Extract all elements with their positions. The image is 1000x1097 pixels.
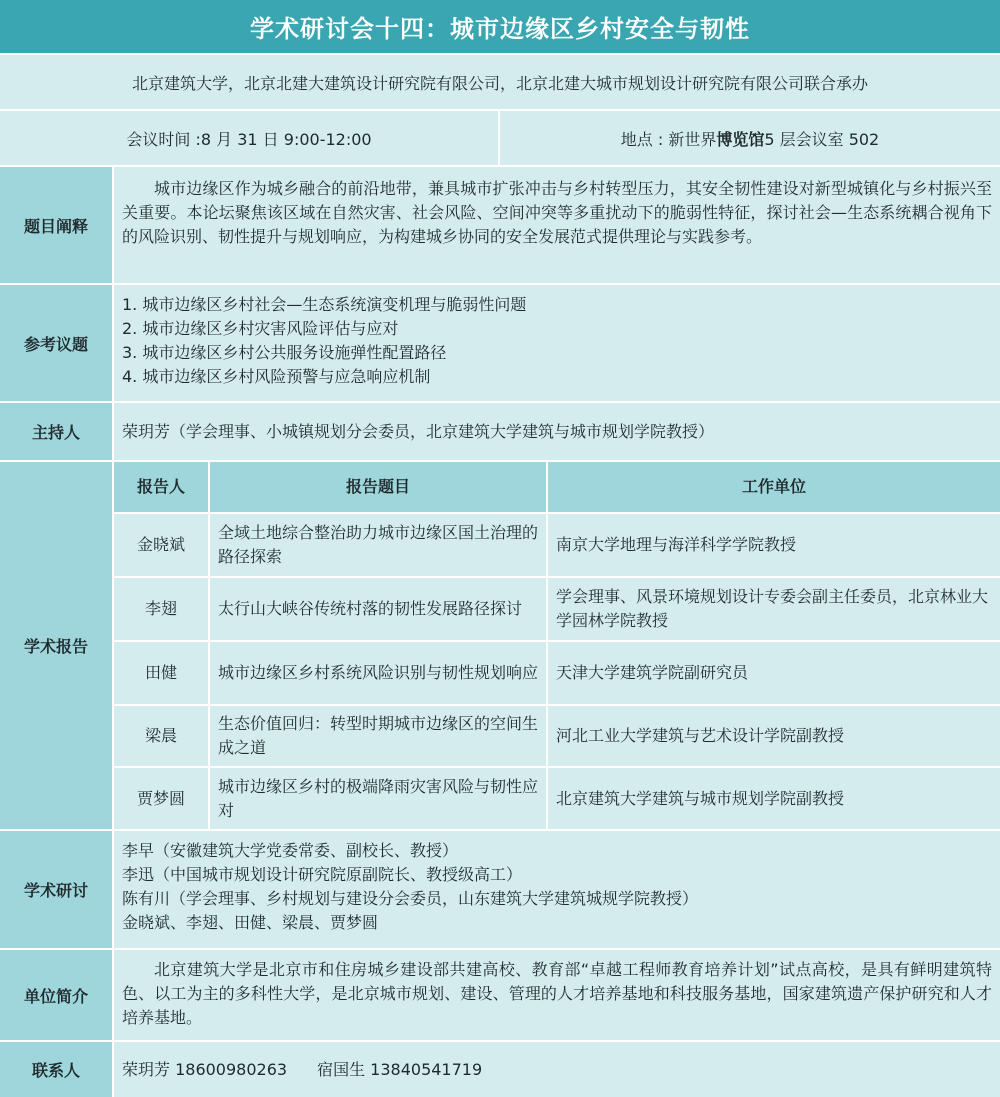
header-topic: 报告题目 (210, 462, 546, 512)
intro-text: 北京建筑大学是北京市和住房城乡建设部共建高校、教育部“卓越工程师教育培养计划”试点高校，是具有鲜明建筑特色、以工为主的多科性大学，是北京城市规划、建设、管理的人才培养基地和科技服务基地，国家建筑遗产保护研究和人才培养基地。 (122, 960, 992, 1027)
section-label-reports: 学术报告 (0, 462, 112, 829)
location-venue: 博览馆 (716, 129, 765, 149)
header-speaker: 报告人 (114, 462, 208, 512)
topic-item: 1. 城市边缘区乡村社会—生态系统演变机理与脆弱性问题 (122, 295, 527, 314)
section-label-host: 主持人 (0, 403, 112, 460)
report-speaker: 金晓斌 (114, 514, 208, 576)
contact-person-2: 宿国生 13840541719 (317, 1059, 483, 1079)
section-topics (114, 285, 1000, 401)
meeting-info-row (0, 111, 1000, 165)
report-topic: 生态价值回归：转型时期城市边缘区的空间生成之道 (210, 706, 546, 766)
host-text: 荣玥芳（学会理事、小城镇规划分会委员，北京建筑大学建筑与城市规划学院教授） (122, 421, 715, 441)
report-unit: 河北工业大学建筑与艺术设计学院副教授 (548, 706, 1000, 766)
section-label-contact: 联系人 (0, 1042, 112, 1097)
section-label-intro: 单位简介 (0, 950, 112, 1040)
report-topic: 城市边缘区乡村的极端降雨灾害风险与韧性应对 (210, 768, 546, 829)
report-topic: 城市边缘区乡村系统风险识别与韧性规划响应 (210, 642, 546, 704)
discussion-line: 李早（安徽建筑大学党委常委、副校长、教授） (122, 841, 459, 860)
organizer-line: 北京建筑大学，北京北建大建筑设计研究院有限公司，北京北建大城市规划设计研究院有限公司联合承办 (0, 55, 1000, 109)
topic-item: 3. 城市边缘区乡村公共服务设施弹性配置路径 (122, 343, 447, 362)
report-speaker: 李翅 (114, 578, 208, 640)
discussion-line: 李迅（中国城市规划设计研究院原副院长、教授级高工） (122, 865, 523, 884)
report-unit: 南京大学地理与海洋科学学院教授 (548, 514, 1000, 576)
section-label-topics: 参考议题 (0, 285, 112, 401)
location-room: 5 层会议室 502 (764, 129, 880, 149)
report-speaker: 梁晨 (114, 706, 208, 766)
section-label-interpretation: 题目阐释 (0, 167, 112, 283)
report-speaker: 田健 (114, 642, 208, 704)
interpretation-text: 城市边缘区作为城乡融合的前沿地带，兼具城市扩张冲击与乡村转型压力，其安全韧性建设对新型城镇化与乡村振兴至关重要。本论坛聚焦该区域在自然灾害、社会风险、空间冲突等多重扰动下的脆弱性特征，探讨社会—生态系统耦合视角下的风险识别、韧性提升与规划响应，为构建城乡协同的安全发展范式提供理论与实践参考。 (122, 179, 992, 246)
discussion-line: 陈有川（学会理事、乡村规划与建设分会委员，山东建筑大学建筑城规学院教授） (122, 889, 699, 908)
report-unit: 学会理事、风景环境规划设计专委会副主任委员，北京林业大学园林学院教授 (548, 578, 1000, 640)
topic-item: 2. 城市边缘区乡村灾害风险评估与应对 (122, 319, 399, 338)
section-contact (114, 1042, 1000, 1097)
section-host (114, 403, 1000, 460)
reports-table (114, 462, 1000, 829)
header-unit: 工作单位 (548, 462, 1000, 512)
contact-person-1: 荣玥芳 18600980263 (122, 1059, 288, 1079)
section-label-discussion: 学术研讨 (0, 831, 112, 948)
location-prefix: 地点 : 新世界 (620, 129, 717, 149)
report-unit: 北京建筑大学建筑与城市规划学院副教授 (548, 768, 1000, 829)
report-unit: 天津大学建筑学院副研究员 (548, 642, 1000, 704)
section-discussion (114, 831, 1000, 948)
report-topic: 太行山大峡谷传统村落的韧性发展路径探讨 (210, 578, 546, 640)
report-topic: 全域土地综合整治助力城市边缘区国土治理的路径探索 (210, 514, 546, 576)
meeting-location (500, 111, 1000, 165)
discussion-line: 金晓斌、李翅、田健、梁晨、贾梦圆 (122, 913, 379, 932)
section-interpretation (114, 167, 1000, 283)
section-intro (114, 950, 1000, 1040)
meeting-time: 会议时间 :8 月 31 日 9:00-12:00 (126, 129, 372, 149)
topic-item: 4. 城市边缘区乡村风险预警与应急响应机制 (122, 367, 431, 386)
page-title: 学术研讨会十四：城市边缘区乡村安全与韧性 (0, 0, 1000, 53)
report-speaker: 贾梦圆 (114, 768, 208, 829)
